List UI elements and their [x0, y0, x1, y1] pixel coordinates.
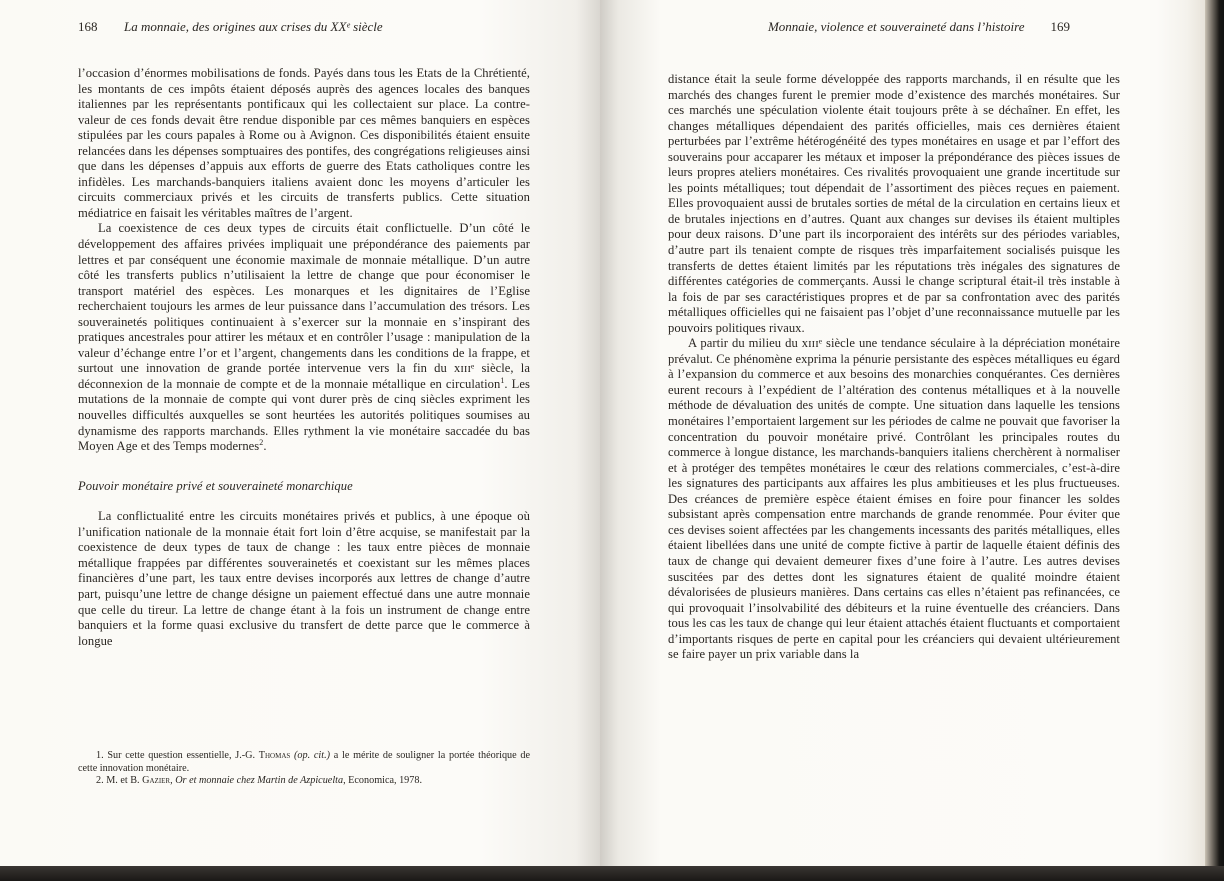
paragraph: l’occasion d’énormes mobilisations de fonds. Payés dans tous les Etats de la Chrétienté, les montants de ces impôts étaient déposés auprès des agences locales des banques italiennes par les représentants pontificaux qui les collectaient sur place. La contre-valeur de ces fonds devait être rendue disponible par ces mêmes banquiers en espèces stipulées par les cours papales à Rome ou à Avignon. Ces disponibilités étaient ensuite relancées dans les dépenses somptuaires des pontifes, des congrégations religieuses ainsi que dans les dépenses d’appuis aux efforts de guerre des Etats catholiques contre les infidèles. Les marchands-banquiers italiens avaient donc les moyens d’articuler les circuits commerciaux privés et les circuits de transferts publics. Cette situation médiatrice en faisait les véritables maîtres de l’argent. — [78, 66, 530, 220]
footnote-number: 2. — [96, 775, 107, 786]
left-page — [0, 0, 600, 866]
paragraph-text: . Les mutations de la monnaie de compte qui vont durer près de cinq siècles expriment les nouvelles difficultés auxquelles se sont heurtées les autorités politiques soumises au dynamisme des rapports marchands. Elles rythment la vie monétaire saccadée du bas Moyen Age et des Temps modernes — [78, 376, 531, 454]
paragraph-text: La coexistence de ces deux types de circuits était conflictuelle. D’un côté le développement des affaires privées impliquait une prépondérance des paiements par lettres et par conséquent une économie maximale de monnaie métallique. D’un autre côté les transferts publics n’utilisaient la lettre de change que pour économiser le transport matériel des espèces. Les monarques et les dignitaires de l’Eglise recherchaient toujours les armes de leur puissance dans l’accumulation des trésors. Les souverainetés politiques continuaient à s’exercer sur la monnaie en s’inspirant des pratiques ancestrales pour attirer les métaux et en contrôler l’usage : manipulation de la valeur d’échange entre l’or et l’argent, changements dans les conditions de la frappe, et surtout une innovation de grande portée intervenue vers la fin du xɪɪɪᵉ siècle, la déconnexion de la monnaie de compte et de la monnaie métallique en circulation — [78, 221, 530, 391]
section-subheading: Pouvoir monétaire privé et souveraineté monarchique — [78, 478, 353, 493]
footnote-author: Thomas — [258, 750, 291, 761]
page-number: 168 — [78, 19, 98, 34]
footnote-text: M. et B. — [106, 775, 143, 786]
book-edge-shadow — [1205, 0, 1224, 881]
page-number: 169 — [1050, 19, 1070, 34]
paragraph-text: . — [263, 439, 267, 454]
running-head-title: La monnaie, des origines aux crises du XXᵉ siècle — [124, 19, 383, 34]
paragraph — [78, 221, 530, 454]
footnote-italic: (op. cit.) — [290, 750, 331, 761]
footnotes — [78, 750, 530, 788]
footnote-1 — [78, 750, 530, 775]
right-body-text — [668, 72, 1120, 663]
footnote-ref-2[interactable]: 2 — [259, 438, 264, 448]
footnote-author: Gazier — [142, 775, 171, 786]
footnote-text: a le mérite de souligner la portée théorique de cette innovation monétaire. — [78, 750, 531, 774]
footnote-number: 1. — [96, 750, 108, 761]
left-body-text — [78, 66, 530, 649]
paragraph: La conflictualité entre les circuits monétaires privés et publics, à une époque où l’unification nationale de la monnaie était fort loin d’être acquise, se manifestait par la coexistence de deux types de taux de change : les taux entre pièces de monnaie métallique frappées par différentes souverainetés et coexistant sur les mêmes places financières d’une part, les taux entre devises incorporés aux lettres de change d’autre part, puisqu’une lettre de change désigne un paiement effectué dans une autre monnaie que celle du tireur. La lettre de change étant à la fois un instrument de change entre banquiers et la forme quasi exclusive du transfert de dette parce que le commerce à longue — [78, 509, 530, 648]
running-head-title: Monnaie, violence et souveraineté dans l’histoire — [767, 19, 1025, 34]
background-surface — [0, 866, 1224, 881]
left-running-head — [78, 19, 383, 35]
footnote-text: , Economica, 1978. — [343, 775, 423, 786]
paragraph: distance était la seule forme développée des rapports marchands, il en résulte que les marchés des changes furent le premier mode d’existence des marchés monétaires. Sur ces marchés une spéculation violente était toujours prête à se déchaîner. En effet, les changes métalliques dépendaient des parités officielles, mais ces dernières étaient perturbées par l’extrême hétérogénéité des types monétaires en usage et par l’effort des souverains pour accaparer les métaux et imposer la prépondérance des pièces issues de leurs propres ateliers monétaires. Ces rivalités provoquaient une grande incertitude sur les points métalliques; tout dépendait de l’assortiment des pièces reçues en paiement. Elles provoquaient aussi de brutales sorties de métal de la circulation en certains lieux et de brutales injections en d’autres. Quant aux changes sur devises ils étaient multiples pour deux raisons. D’une part ils incorporaient des intérêts sur des périodes variables, d’autre part ils tenaient compte de risques très imparfaitement socialisés puisque les transferts de dettes étaient limités par les réputations très inégales des signatures de différentes catégories de commerçants. Aussi le change scriptural était-il très instable à la fois de par ses caractéristiques propres et de par sa confrontation avec des parités métalliques officielles qui ne faisaient pas l’objet d’une reconnaissance mutuelle par les pouvoirs politiques rivaux. — [668, 72, 1120, 335]
footnote-italic: , Or et monnaie chez Martin de Azpicuelta — [170, 775, 344, 786]
footnote-ref-1[interactable]: 1 — [500, 375, 505, 385]
footnote-2 — [78, 775, 530, 788]
footnote-text: Sur cette question essentielle, J.-G. — [107, 750, 259, 761]
right-running-head — [768, 19, 1070, 35]
paragraph: A partir du milieu du xɪɪɪᵉ siècle une tendance séculaire à la dépréciation monétaire prévalut. Ce phénomène exprima la pénurie persistante des espèces métalliques eu égard à l’expansion du commerce et aux besoins des monarchies conquérantes. Ces dernières eurent recours à l’expédient de l’altération des contenus métalliques et à la nouvelle méthode de dévaluation des unités de compte. Une situation dans laquelle les tensions monétaires l’emportaient largement sur les périodes de calme ne pouvait que favoriser la concentration du pouvoir monétaire privé. Contrôlant les principales routes du commerce à longue distance, les marchands-banquiers italiens cherchèrent à normaliser et à protéger des tempêtes monétaires le cœur des relations commerciales, c’est-à-dire les signatures des participants aux affaires les plus ambitieuses et les plus fructueuses. Des créances de première espèce étaient émises en foire pour financer les soldes subsistant après compensation entre marchands de grande renommée. Pour éviter que ces devises soient affectées par les changements incessants des parités métalliques, elles étaient libellées dans une unité de compte fictive à partir de laquelle étaient définis des taux de change qui devaient demeurer fixes d’une foire à l’autre. Les autres devises suscitées par des dettes dont les signatures étaient de qualité moindre étaient dévalorisées de plusieurs manières. Dans certains cas elles n’étaient pas refinancées, ce qui provoquait l’insolvabilité des débiteurs et la ruine éventuelle des créanciers. Dans tous les cas les taux de change qui leur étaient attachés étaient fluctuants et comportaient d’importants risques de perte en capital pour les créanciers qui devaient ultérieurement se faire payer un prix variable dans la — [668, 336, 1120, 662]
